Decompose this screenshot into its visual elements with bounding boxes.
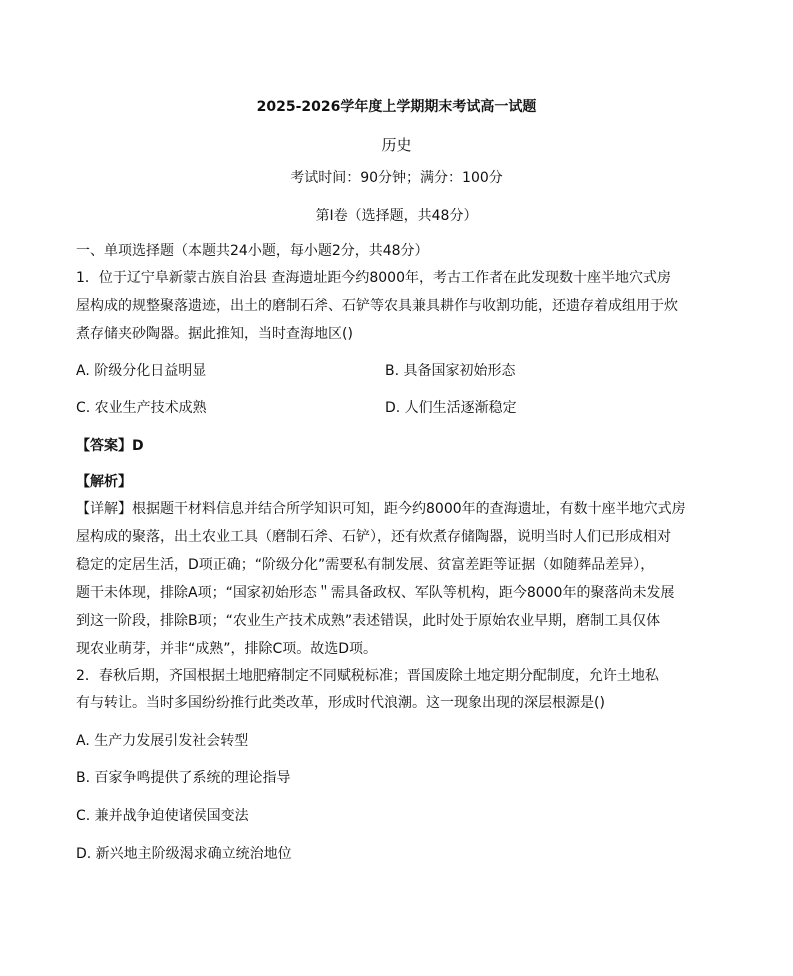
subject-title: 历史 — [381, 136, 412, 154]
q1-option-d: D. 人们生活逐渐稳定 — [385, 400, 517, 416]
exam-time: 考试时间：90分钟；满分：100分 — [290, 170, 503, 186]
q2-stem-line-1: 2．春秋后期，齐国根据土地肥瘠制定不同赋税标准；晋国废除土地定期分配制度，允许土地私 — [76, 668, 659, 684]
q1-analysis-line-2: 屋构成的聚落，出土农业工具（磨制石斧、石铲），还有炊煮存储陶器，说明当时人们已形成相对 — [76, 529, 671, 545]
q1-option-c: C. 农业生产技术成熟 — [76, 400, 207, 416]
exam-title: 2025-2026学年度上学期期末考试高一试题 — [256, 99, 537, 115]
section-title: 第Ⅰ卷（选择题，共48分） — [315, 208, 478, 224]
q2-option-d: D. 新兴地主阶级渴求确立统治地位 — [76, 846, 292, 862]
q1-answer: 【答案】D — [76, 438, 144, 454]
q2-option-b: B. 百家争鸣提供了系统的理论指导 — [76, 770, 291, 786]
q1-analysis-line-5: 到这一阶段，排除B项；“农业生产技术成熟”表述错误，此时处于原始农业早期，磨制工具仅体 — [76, 613, 661, 629]
q1-analysis-line-3: 稳定的定居生活，D项正确；“阶级分化”需要私有制发展、贫富差距等证据（如随葬品差异）， — [76, 557, 655, 573]
part-heading: 一、单项选择题（本题共24小题，每小题2分，共48分） — [76, 243, 429, 259]
q2-stem-line-2: 有与转让。当时多国纷纷推行此类改革，形成时代浪潮。这一现象出现的深层根源是() — [76, 695, 605, 711]
q1-option-b: B. 具备国家初始形态 — [385, 363, 516, 379]
q2-option-c: C. 兼并战争迫使诸侯国变法 — [76, 808, 249, 824]
q1-analysis-line-4: 题干未体现，排除A项；“国家初始形态＂需具备政权、军队等机构，距今8000年的聚落尚未发展 — [76, 585, 675, 601]
q2-option-a: A. 生产力发展引发社会转型 — [76, 733, 249, 749]
q1-analysis-heading: 【解析】 — [76, 474, 132, 490]
q1-analysis-line-6: 现农业萌芽，并非“成熟”，排除C项。故选D项。 — [76, 641, 378, 657]
q1-stem-line-1: 1．位于辽宁阜新蒙古族自治县 查海遗址距今约8000年，考古工作者在此发现数十座半地穴式房 — [76, 270, 671, 286]
q1-option-a: A. 阶级分化日益明显 — [76, 363, 207, 379]
q1-stem-line-3: 煮存储夹砂陶器。据此推知，当时查海地区() — [76, 326, 353, 342]
q1-analysis-line-1: 【详解】根据题干材料信息并结合所学知识可知，距今约8000年的查海遗址，有数十座半地穴式房 — [76, 501, 686, 517]
q1-stem-line-2: 屋构成的规整聚落遗迹，出土的磨制石斧、石铲等农具兼具耕作与收割功能，还遗存着成组用于炊 — [76, 298, 678, 314]
